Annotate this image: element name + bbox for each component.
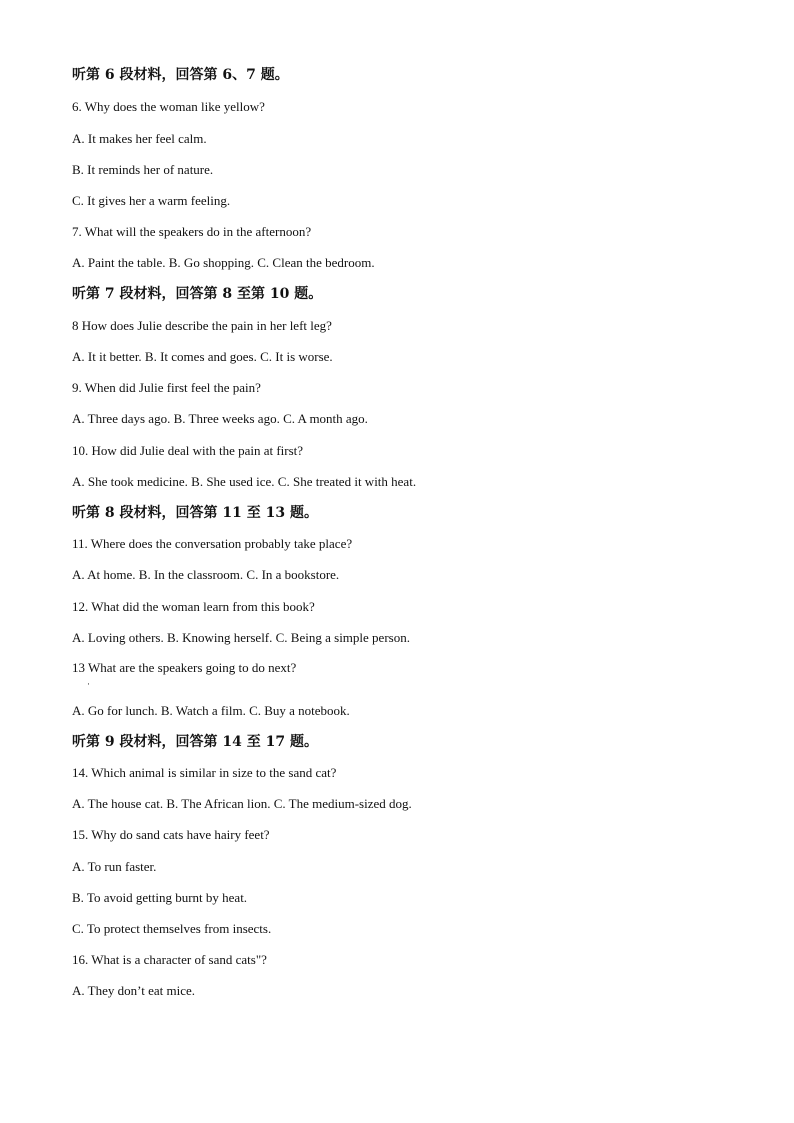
option-6a: A. It makes her feel calm.: [72, 131, 207, 146]
options-13: A. Go for lunch. B. Watch a film. C. Buy a notebook.: [72, 703, 350, 718]
options-10: A. She took medicine. B. She used ice. C. She treated it with heat.: [72, 474, 417, 489]
question-13: 13 What are the speakers going to do next?: [72, 660, 297, 675]
question-6: 6. Why does the woman like yellow?: [72, 99, 265, 114]
section-heading-8: 听第 8 段材料，回答第 11 至 13 题。: [72, 505, 318, 521]
options-7: A. Paint the table. B. Go shopping. C. Clean the bedroom.: [72, 255, 375, 270]
question-8: 8 How does Julie describe the pain in her left leg?: [72, 318, 332, 333]
question-10: 10. How did Julie deal with the pain at first?: [72, 443, 304, 458]
question-9: 9. When did Julie first feel the pain?: [72, 380, 261, 395]
option-6b: B. It reminds her of nature.: [72, 162, 214, 177]
option-6c: C. It gives her a warm feeling.: [72, 193, 231, 208]
options-9: A. Three days ago. B. Three weeks ago. C. A month ago.: [72, 411, 368, 426]
question-12: 12. What did the woman learn from this book?: [72, 599, 315, 614]
question-14: 14. Which animal is similar in size to the sand cat?: [72, 765, 337, 780]
question-16: 16. What is a character of sand cats"?: [72, 952, 267, 967]
options-14: A. The house cat. B. The African lion. C. The medium-sized dog.: [72, 796, 412, 811]
options-12: A. Loving others. B. Knowing herself. C. Being a simple person.: [72, 630, 410, 645]
section-heading-6: 听第 6 段材料，回答第 6、7 题。: [72, 67, 289, 83]
options-11: A. At home. B. In the classroom. C. In a bookstore.: [72, 567, 340, 582]
options-8: A. It it better. B. It comes and goes. C. It is worse.: [72, 349, 333, 364]
option-16a: A. They don’t eat mice.: [72, 983, 195, 998]
section-heading-7: 听第 7 段材料，回答第 8 至第 10 题。: [72, 286, 323, 302]
question-11: 11. Where does the conversation probably take place?: [72, 536, 353, 551]
question-7: 7. What will the speakers do in the afternoon?: [72, 224, 312, 239]
option-15b: B. To avoid getting burnt by heat.: [72, 890, 248, 905]
section-heading-9: 听第 9 段材料，回答第 14 至 17 题。: [72, 734, 318, 750]
option-15a: A. To run faster.: [72, 859, 157, 874]
stray-mark: ·: [87, 679, 90, 689]
option-15c: C. To protect themselves from insects.: [72, 921, 272, 936]
question-15: 15. Why do sand cats have hairy feet?: [72, 827, 270, 842]
